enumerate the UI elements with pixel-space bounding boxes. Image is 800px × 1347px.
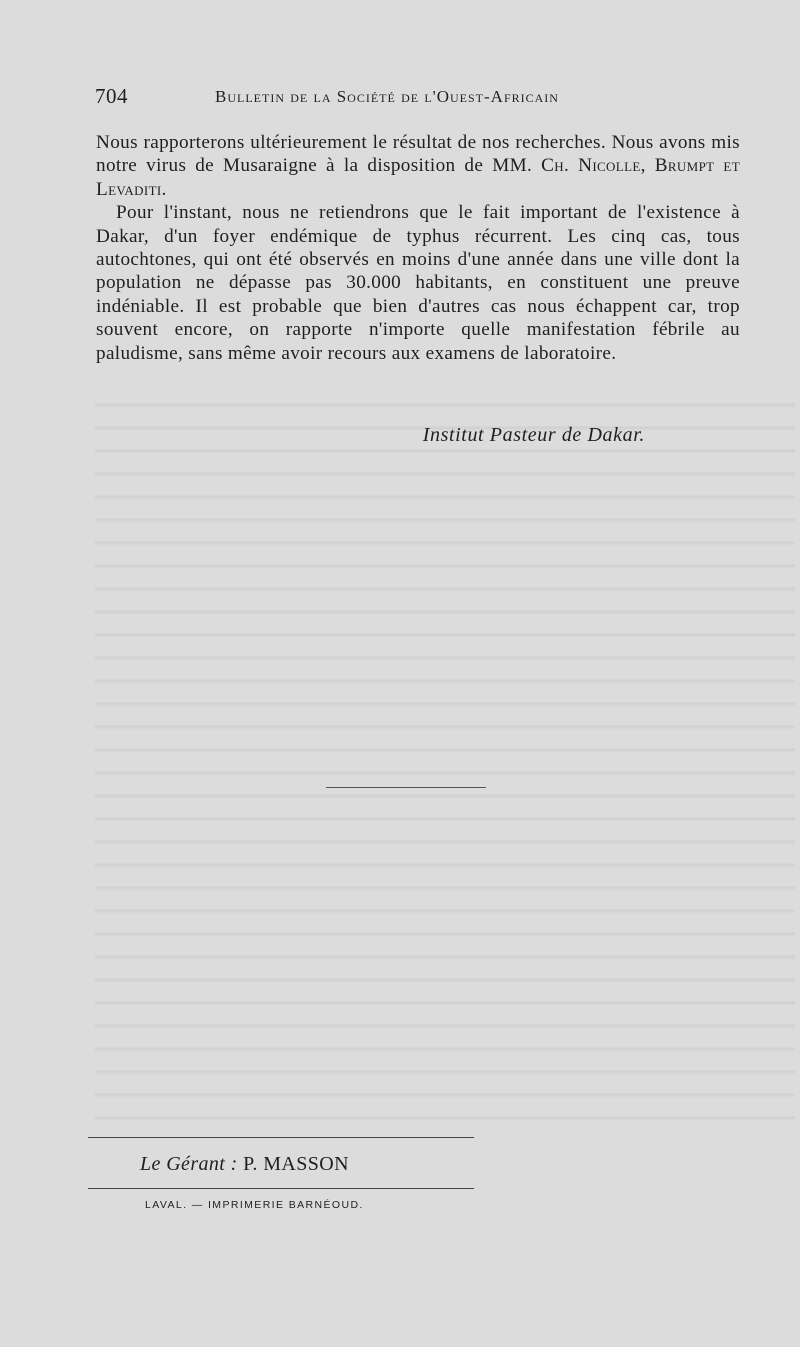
gerant-label: Le Gérant : bbox=[140, 1153, 244, 1175]
page-number: 704 bbox=[95, 84, 128, 108]
paragraph-1-text: Nous rapporterons ultérieurement le résultat de nos recherches. Nous avons mis notre virus de Musaraigne à la disposition de bbox=[96, 132, 740, 177]
footer-bottom-rule bbox=[88, 1188, 474, 1189]
gerant-line bbox=[140, 1153, 349, 1176]
section-divider bbox=[326, 787, 486, 788]
institution-signature: Institut Pasteur de Dakar. bbox=[422, 424, 645, 446]
article-body bbox=[96, 131, 740, 365]
researcher-names: MM. Ch. Nicolle, Brumpt et Levaditi. bbox=[96, 155, 740, 200]
paragraph-1 bbox=[96, 131, 740, 201]
running-title: Bulletin de la Société de l'Ouest-Africain bbox=[215, 87, 559, 106]
footer-top-rule bbox=[88, 1137, 474, 1138]
paragraph-2: Pour l'instant, nous ne retiendrons que le fait important de l'existence à Dakar, d'un foyer endémique de typhus récurrent. Les cinq cas, tous autochtones, qui ont été observés en moins d'une année dans une ville dont la population ne dépasse pas 30.000 habitants, en constituent une preuve indéniable. Il est probable que bien d'autres cas nous échappent car, trop souvent encore, on rapporte n'importe quelle manifestation fébrile au paludisme, sans même avoir recours aux examens de laboratoire. bbox=[96, 202, 740, 364]
show-through-texture bbox=[95, 385, 795, 1125]
printer-imprint: LAVAL. — IMPRIMERIE BARNÉOUD. bbox=[145, 1199, 364, 1211]
page-header bbox=[95, 84, 745, 114]
gerant-name: P. MASSON bbox=[243, 1153, 349, 1175]
